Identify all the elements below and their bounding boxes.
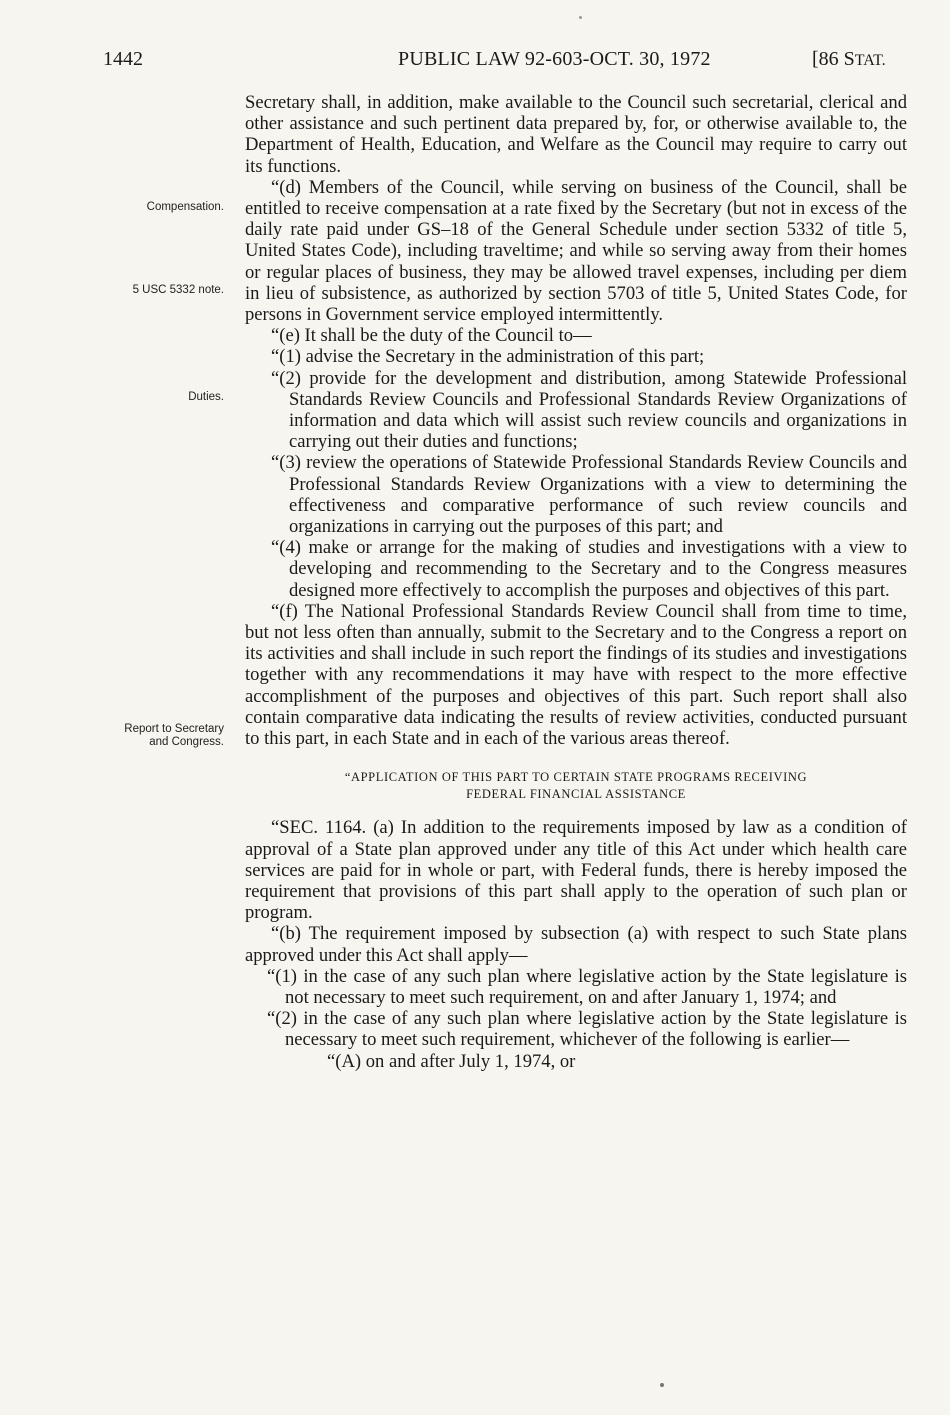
paragraph-d-compensation: “(d) Members of the Council, while serving on business of the Council, shall be entitled to receive compensation at a rate fixed by the Secretary (but not in excess of the daily rate paid under GS–18 of the General Schedule under section 5332 of title 5, United States Code), including traveltime; and while so serving away from their homes or regular places of business, they may be allowed travel expenses, including per diem in lieu of subsistence, as authorized by section 5703 of title 5, United States Code, for persons in Government service employed intermittently. [245, 176, 907, 326]
paragraph-secretary-assistance: Secretary shall, in addition, make available to the Council such secretarial, clerical and other assistance and such pertinent data prepared by, for, or otherwise available to, the Department of Health, Education, and Welfare as the Council may require to carry out its functions. [245, 92, 907, 177]
paragraph-b2-a: “(A) on and after July 1, 1974, or [327, 1050, 576, 1072]
paragraph-e-duties: “(e) It shall be the duty of the Council to— [271, 325, 592, 347]
statute-reference [812, 48, 886, 71]
paragraph-e2: “(2) provide for the development and distribution, among Statewide Professional Standards Review Councils and Professional Standards Review Organizations of information and data which will assist such review councils and organizations in carrying out their duties and functions; [271, 367, 907, 453]
margin-note-report: Report to Secretary and Congress. [124, 723, 224, 748]
scan-mark [660, 1383, 664, 1387]
statute-prefix: [86 S [812, 48, 855, 70]
body-text [245, 92, 907, 1072]
scan-speck [579, 16, 582, 19]
paragraph-b2: “(2) in the case of any such plan where legislative action by the State legislature is necessary to meet such requirement, whichever of the following is earlier— [267, 1008, 907, 1051]
margin-note-duties: Duties. [188, 391, 224, 403]
page-number: 1442 [103, 48, 143, 70]
header-title: PUBLIC LAW 92-603-OCT. 30, 1972 [398, 48, 711, 70]
paragraph-e3: “(3) review the operations of Statewide Professional Standards Review Councils and Professional Standards Review Organizations with a view to determining the effectiveness and comparative performance of such review councils and organizations in carrying out the purposes of this part; and [271, 452, 907, 538]
paragraph-f-report: “(f) The National Professional Standards Review Council shall from time to time, but not less often than annually, submit to the Secretary and to the Congress a report on its activities and shall include in such report the findings of its studies and investigations together with any recommendations it may have with respect to the more effective accomplishment of the purposes and objectives of this part. Such report shall also contain comparative data indicating the results of review activities, conducted pursuant to this part, in each State and in each of the various areas thereof. [245, 600, 907, 750]
section-heading-line1: “APPLICATION OF THIS PART TO CERTAIN STATE PROGRAMS RECEIVING [344, 770, 808, 785]
running-header [0, 48, 950, 78]
paragraph-sec-1164-a: “SEC. 1164. (a) In addition to the requirements imposed by law as a condition of approval of a State plan approved under any title of this Act under which health care services are paid for in whole or part, with Federal funds, there is hereby imposed the requirement that provisions of this part shall apply to the operation of such plan or program. [245, 817, 907, 924]
margin-note-usc: 5 USC 5332 note. [132, 284, 224, 296]
paragraph-sec-1164-b: “(b) The requirement imposed by subsection (a) with respect to such State plans approved under this Act shall apply— [245, 923, 907, 966]
margin-note-compensation: Compensation. [146, 201, 224, 213]
statute-suffix: TAT. [854, 52, 886, 69]
paragraph-b1: “(1) in the case of any such plan where legislative action by the State legislature is not necessary to meet such requirement, on and after January 1, 1974; and [267, 965, 907, 1008]
paragraph-e1: “(1) advise the Secretary in the administration of this part; [271, 346, 705, 368]
section-heading [245, 769, 907, 803]
paragraph-e4: “(4) make or arrange for the making of studies and investigations with a view to developing and recommending to the Secretary and to the Congress measures designed more effectively to accomplish the purposes and objectives of this part. [271, 537, 907, 601]
section-heading-line2: FEDERAL FINANCIAL ASSISTANCE [466, 787, 686, 802]
